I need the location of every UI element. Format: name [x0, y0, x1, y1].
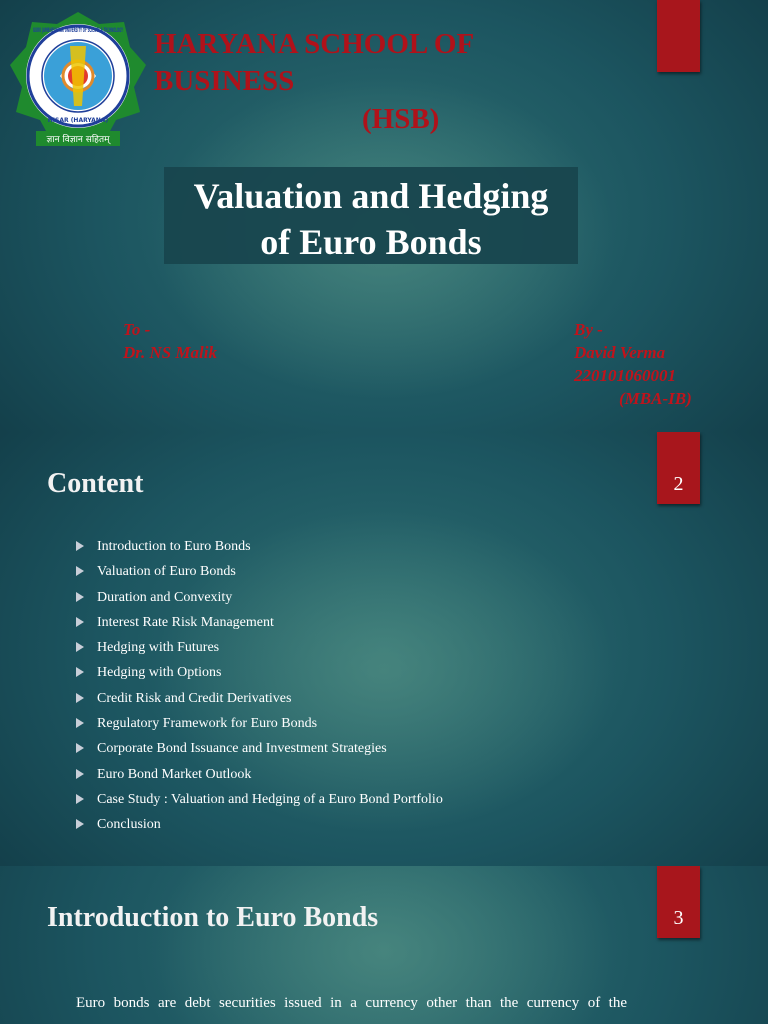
page-number: 3: [657, 866, 700, 938]
bullet-icon: [76, 642, 84, 652]
section-heading: Content: [47, 468, 144, 499]
bullet-icon: [76, 819, 84, 829]
list-item: Duration and Convexity: [76, 587, 443, 612]
recipient-block: [123, 318, 217, 364]
bullet-icon: [76, 718, 84, 728]
bullet-icon: [76, 693, 84, 703]
bullet-icon: [76, 566, 84, 576]
section-heading: Introduction to Euro Bonds: [47, 902, 379, 933]
title-line-2: of Euro Bonds: [260, 222, 482, 262]
bullet-icon: [76, 592, 84, 602]
list-item: Euro Bond Market Outlook: [76, 764, 443, 789]
to-name: Dr. NS Malik: [123, 343, 217, 362]
page-number: 2: [657, 432, 700, 504]
bullet-icon: [76, 769, 84, 779]
school-name: HARYANA SCHOOL OF BUSINESS: [154, 28, 474, 97]
bullet-icon: [76, 541, 84, 551]
list-item: Hedging with Options: [76, 662, 443, 687]
body-paragraph: Euro bonds are debt securities issued in a currency other than the currency of the: [76, 995, 627, 1011]
content-list: [76, 536, 443, 840]
author-program: (MBA-IB): [619, 389, 692, 408]
logo-outer-text: GURU JAMBHESHWAR UNIVERSITY OF SCIENCE & TECHNOLOGY: [33, 27, 124, 34]
content-slide: [0, 432, 768, 866]
list-item: Credit Risk and Credit Derivatives: [76, 688, 443, 713]
bullet-icon: [76, 667, 84, 677]
bullet-icon: [76, 794, 84, 804]
to-label: To -: [123, 320, 151, 339]
bullet-icon: [76, 743, 84, 753]
logo-motto: ज्ञान विज्ञान सहितम्: [46, 135, 110, 145]
list-item: Introduction to Euro Bonds: [76, 536, 443, 561]
logo-lower-text: HISAR (HARYANA): [47, 117, 109, 124]
list-item: Regulatory Framework for Euro Bonds: [76, 713, 443, 738]
list-item: Corporate Bond Issuance and Investment Strategies: [76, 738, 443, 763]
university-logo-icon: [8, 10, 148, 150]
list-item: Conclusion: [76, 814, 443, 839]
list-item: Case Study : Valuation and Hedging of a Euro Bond Portfolio: [76, 789, 443, 814]
by-label: By -: [574, 320, 603, 339]
introduction-slide: [0, 866, 768, 1024]
page-tab: [657, 0, 700, 72]
school-abbreviation: (HSB): [362, 103, 440, 135]
author-id: 220101060001: [574, 366, 676, 385]
list-item: Interest Rate Risk Management: [76, 612, 443, 637]
list-item: Valuation of Euro Bonds: [76, 561, 443, 586]
title-slide: [0, 0, 768, 432]
author-name: David Verma: [574, 343, 666, 362]
bullet-icon: [76, 617, 84, 627]
title-line-1: Valuation and Hedging: [193, 176, 549, 216]
presentation-title: [164, 167, 578, 264]
list-item: Hedging with Futures: [76, 637, 443, 662]
author-block: [574, 318, 692, 410]
